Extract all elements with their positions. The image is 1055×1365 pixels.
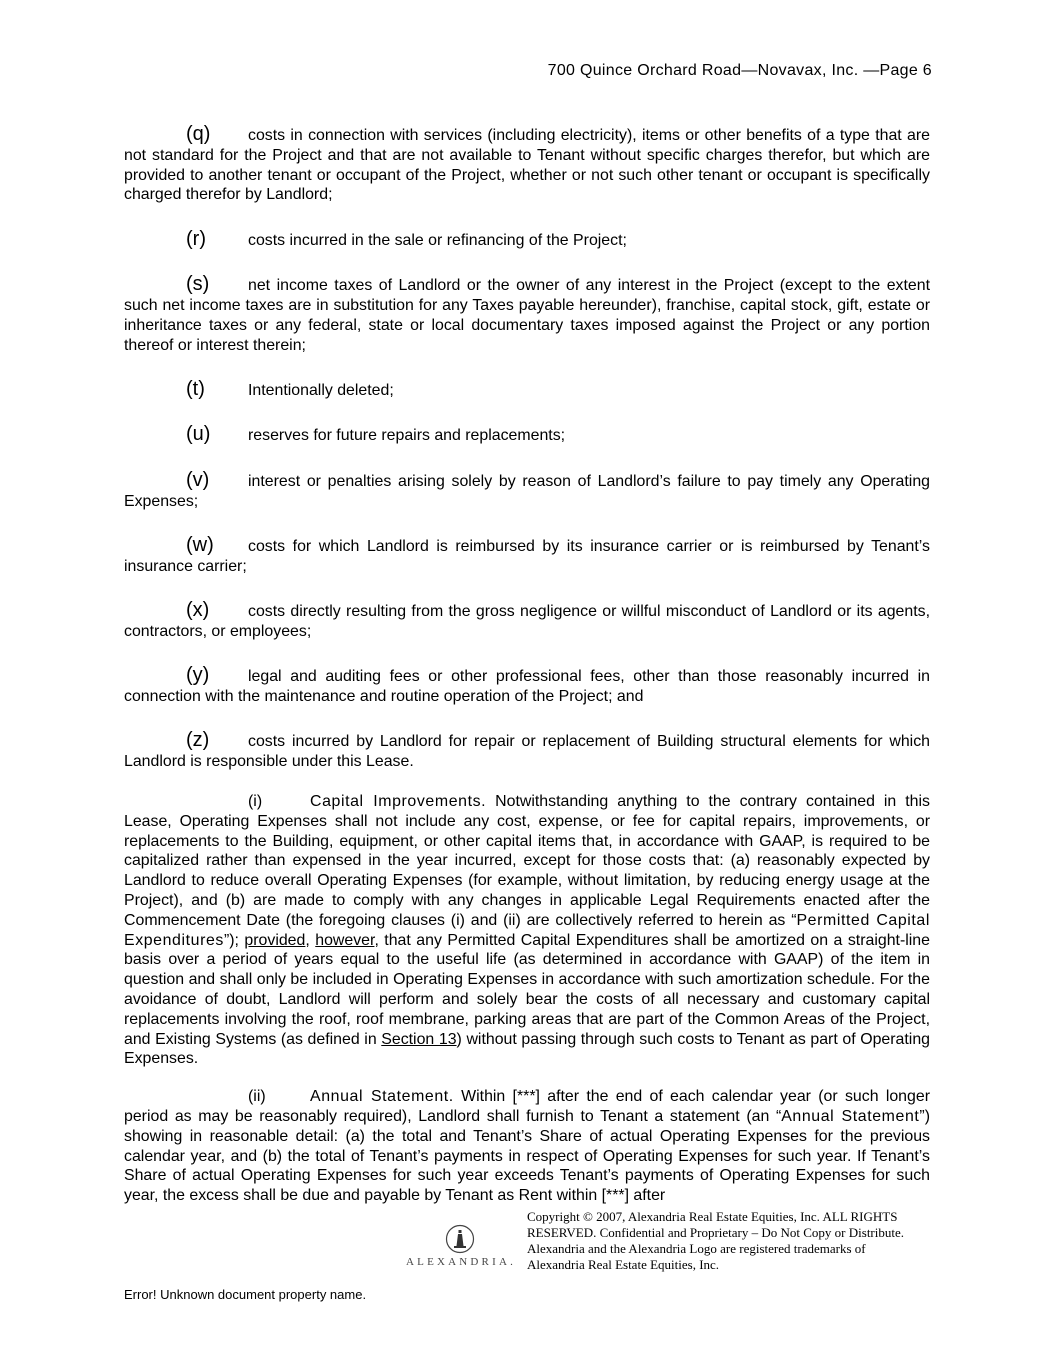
provided-term: provided [244, 931, 306, 949]
list-item [124, 731, 930, 772]
list-item [124, 275, 930, 355]
item-label: (q) [186, 123, 211, 145]
document-property-error [124, 1287, 366, 1302]
list-item [124, 125, 930, 205]
section-heading: Capital Improvements. [310, 793, 487, 811]
copyright-notice: Copyright © 2007, Alexandria Real Estate Equities, Inc. ALL RIGHTS RESERVED. Confidential and Proprietary – Do Not Copy or Distribute. Alexandria and the Alexandria Logo are registered trademarks of Alexandria Real Estate Equities, Inc. [527, 1209, 904, 1272]
item-label: (u) [186, 423, 211, 446]
item-text: costs in connection with services (including electricity), items or other benefits of a type that are not standard for the Project and that are not available to Tenant without specific charges therefor, but which are provided to another tenant or occupant of the Project, whether or not such other tenant or occupant is specifically charged therefor by Landlord; [124, 127, 930, 204]
section-text: Notwithstanding anything to the contrary contained in this Lease, Operating Expenses shall not include any cost, expense, or fee for capital repairs, improvements, or replacements to the Building, equipment, or other capital items that, in accordance with GAAP, is required to be capitalized rather than expensed in the year incurred, except for those costs that: (a) reasonably expected by Landlord to reduce overall Operating Expenses (for example, without limitation, by reducing energy usage at the Project), and (b) are made to comply with any changes in applicable Legal Requirements enacted after the Commencement Date (the foregoing clauses (i) and (ii) are collectively referred to herein as “ [124, 793, 930, 929]
item-text: costs directly resulting from the gross negligence or willful misconduct of Landlord or its agents, contractors, or employees; [124, 603, 930, 640]
error-label: Error! [124, 1287, 157, 1302]
item-label: (s) [186, 273, 210, 296]
item-text: interest or penalties arising solely by reason of Landlord’s failure to pay timely any Operating Expenses; [124, 472, 930, 510]
section-text: , [305, 931, 316, 949]
section-heading: Annual Statement. [310, 1088, 454, 1106]
item-text: costs for which Landlord is reimbursed by its insurance carrier or is reimbursed by Tenant’s insurance carrier; [124, 537, 930, 575]
document-body [124, 125, 930, 1224]
item-label: (x) [186, 599, 210, 622]
alexandria-logo [404, 1224, 520, 1272]
list-item [124, 425, 930, 446]
section-text: ”) showing in reasonable detail: (a) the total and Tenant’s Share of actual Operating Expenses for the previous calendar year, and (b) the total of Tenant’s payments in respect of Operating Expenses for such year. If Tenant’s Share of actual Operating Expenses for such year exceeds Tenant’s payments of Operating Expenses for such year, the excess shall be due and payable by Tenant as Rent within [***] after [124, 1108, 930, 1205]
defined-term: Permitted Capital Expenditures [124, 911, 930, 949]
section-text: ) without passing through such costs to Tenant as part of Operating Expenses. [124, 1030, 930, 1068]
item-label: (w) [186, 533, 214, 556]
error-text: Unknown document property name. [156, 1287, 367, 1302]
section-annual-statement [124, 1087, 930, 1206]
list-item [124, 377, 930, 401]
item-text: legal and auditing fees or other professional fees, other than those reasonably incurred in connection with the maintenance and routine operation of the Project; and [124, 668, 930, 706]
logo-wordmark: ALEXANDRIA. [406, 1256, 517, 1268]
lighthouse-icon [445, 1224, 475, 1254]
list-item [124, 601, 930, 642]
section-text: Within [***] after the end of each calendar year (or such longer period as may be reasonably required), Landlord shall furnish to Tenant a statement (an “ [124, 1088, 930, 1126]
list-item [124, 533, 930, 577]
item-text: net income taxes of Landlord or the owner of any interest in the Project (except to the extent such net income taxes are in substitution for any Taxes payable hereunder), franchise, capital stock, gift, estate or inheritance taxes or any federal, state or local documentary taxes imposed against the Project or any portion thereof or interest therein; [124, 277, 930, 354]
list-item [124, 227, 930, 251]
list-item [124, 468, 930, 512]
section-label: (ii) [248, 1088, 266, 1106]
list-item [124, 666, 930, 707]
section-label: (i) [248, 793, 263, 811]
item-label: (y) [186, 664, 210, 687]
item-label: (r) [186, 227, 206, 250]
section-text: , that any Permitted Capital Expenditures shall be amortized on a straight-line basis over a period of years equal to the useful life (as determined in accordance with GAAP) of the item in question and shall only be included in Operating Expenses in accordance with such amortization schedule. For the avoidance of doubt, Landlord will perform and solely bear the costs of all necessary and customary capital replacements involving the roof, roof membrane, parking areas that are part of the Common Areas of the Project, and Existing Systems (as defined in [124, 931, 930, 1048]
item-text: costs incurred in the sale or refinancing of the Project; [248, 231, 627, 249]
item-label: (t) [186, 377, 205, 400]
page-header: 700 Quince Orchard Road—Novavax, Inc. —Page 6 [547, 62, 932, 79]
section-reference: Section 13 [381, 1030, 457, 1048]
item-text: costs incurred by Landlord for repair or replacement of Building structural elements for which Landlord is responsible under this Lease. [124, 733, 930, 771]
item-text: Intentionally deleted; [248, 381, 394, 399]
item-text: reserves for future repairs and replacements; [248, 427, 566, 445]
section-text: ”); [223, 931, 245, 949]
item-label: (z) [186, 729, 210, 752]
section-capital-improvements [124, 792, 930, 1069]
defined-term: Annual Statement [781, 1108, 920, 1126]
item-label: (v) [186, 468, 210, 491]
however-term: however [315, 931, 375, 949]
